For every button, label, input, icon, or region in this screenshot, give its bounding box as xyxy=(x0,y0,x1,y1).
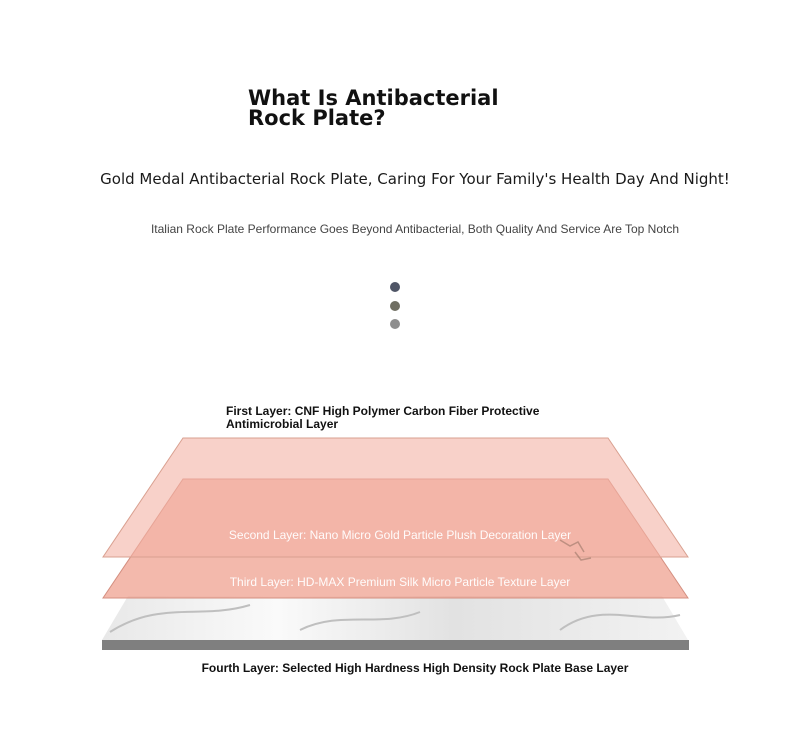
page-title: What Is Antibacterial Rock Plate? xyxy=(248,86,499,130)
tagline: Italian Rock Plate Performance Goes Beyond Antibacterial, Both Quality And Service Are Top Notch xyxy=(150,222,680,236)
rock-plate-edge xyxy=(102,640,689,650)
second-layer-label: Second Layer: Nano Micro Gold Particle Plush Decoration Layer xyxy=(228,528,572,542)
first-layer-label: First Layer: CNF High Polymer Carbon Fiber Protective Antimicrobial Layer xyxy=(226,404,540,431)
fourth-layer-label: Fourth Layer: Selected High Hardness High Density Rock Plate Base Layer xyxy=(201,661,629,675)
third-layer-label: Third Layer: HD-MAX Premium Silk Micro Particle Texture Layer xyxy=(229,575,571,589)
page-subtitle: Gold Medal Antibacterial Rock Plate, Caring For Your Family's Health Day And Night! xyxy=(100,170,730,189)
